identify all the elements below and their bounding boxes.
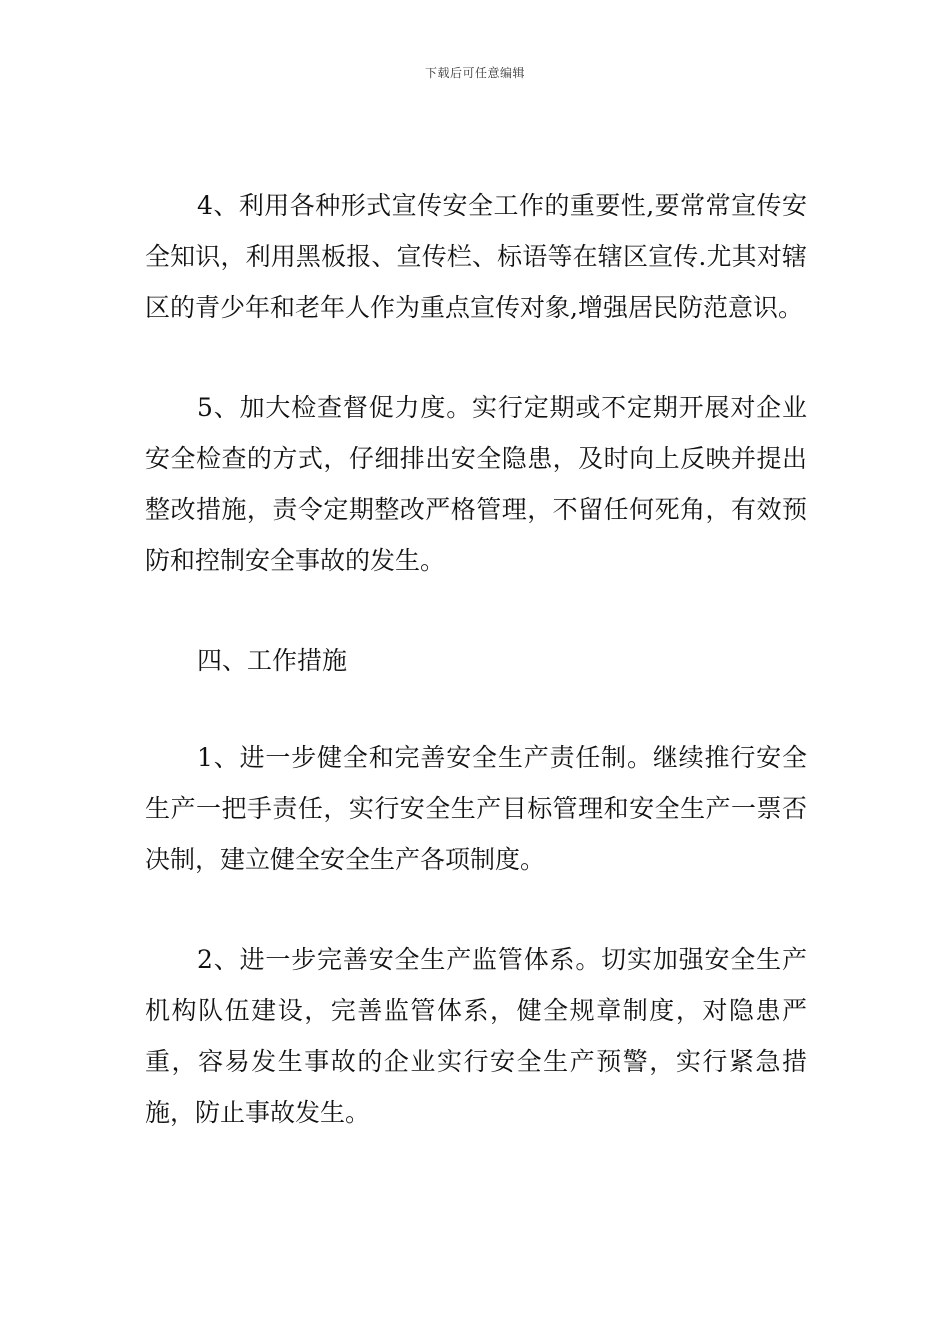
paragraph-item-5-inspection: 5、加大检查督促力度。实行定期或不定期开展对企业安全检查的方式，仔细排出安全隐患，及时向上反映并提出整改措施，责令定期整改严格管理，不留任何死角，有效预防和控制安全事故的发生。 xyxy=(145,393,807,575)
paragraph-measure-2-supervision: 2、进一步完善安全生产监管体系。切实加强安全生产机构队伍建设，完善监管体系，健全规章制度，对隐患严重，容易发生事故的企业实行安全生产预警，实行紧急措施，防止事故发生。 xyxy=(145,945,807,1127)
document-body xyxy=(145,180,807,1187)
paragraph-measure-1-responsibility: 1、进一步健全和完善安全生产责任制。继续推行安全生产一把手责任，实行安全生产目标管理和安全生产一票否决制，建立健全安全生产各项制度。 xyxy=(145,743,807,874)
page-header-note: 下载后可任意编辑 xyxy=(424,66,525,80)
paragraph-item-4-publicity: 4、利用各种形式宣传安全工作的重要性,要常常宣传安全知识，利用黑板报、宣传栏、标语等在辖区宣传.尤其对辖区的青少年和老年人作为重点宣传对象,增强居民防范意识。 xyxy=(145,191,807,322)
section-heading-work-measures: 四、工作措施 xyxy=(197,646,348,675)
